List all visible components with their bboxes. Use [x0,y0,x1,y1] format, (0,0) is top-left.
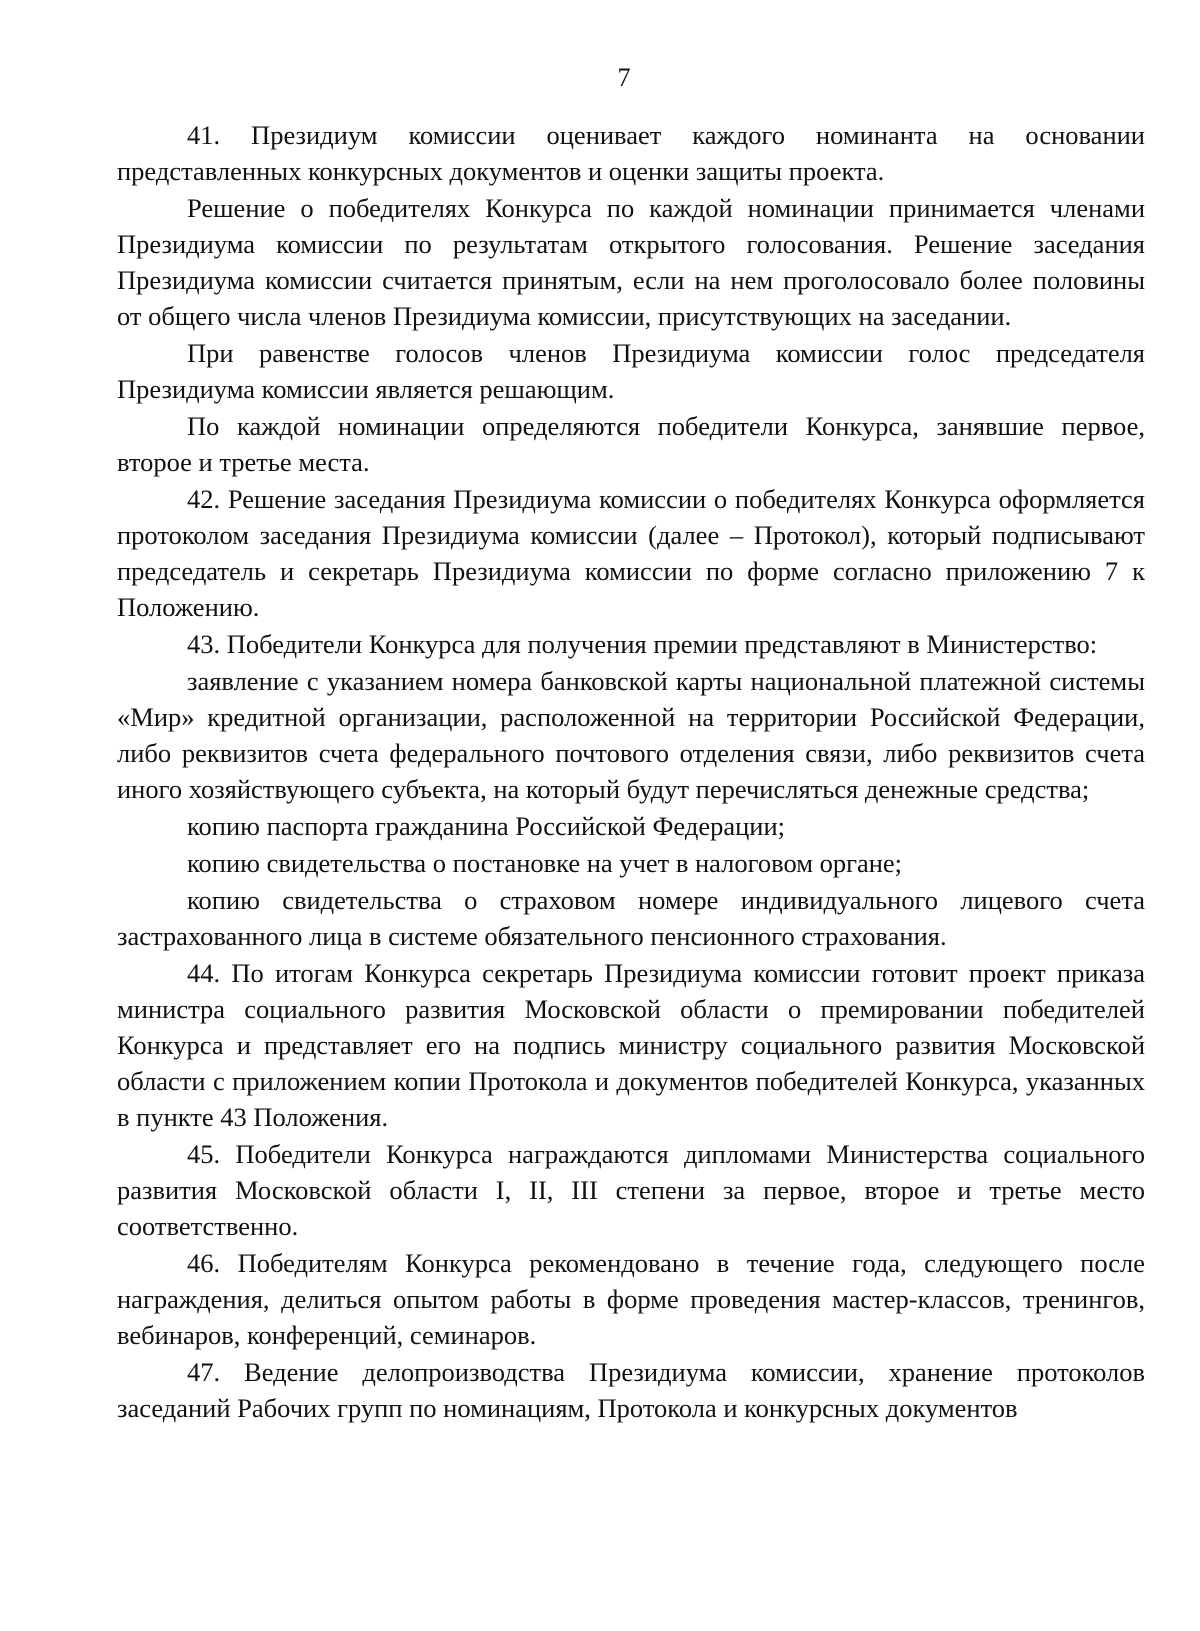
page-number: 7 [617,63,631,92]
list-item-tax-certificate: копию свидетельства о постановке на учет в налоговом органе; [187,848,903,878]
paragraph-41: 41. Президиум комиссии оценивает каждого номинанта на основании представленных конкурсных документов и оценки защиты проекта. [117,120,1145,186]
paragraph-decision-winners: Решение о победителях Конкурса по каждой номинации принимается членами Президиума комиссии по результатам открытого голосования. Решение заседания Президиума комиссии считается принятым, если на нем проголосовало более половины от общего числа членов Президиума комиссии, присутствующих на заседании. [117,193,1145,331]
document-body [117,117,1145,1427]
paragraph-equal-votes: При равенстве голосов членов Президиума комиссии голос председателя Президиума комиссии является решающим. [117,338,1145,404]
paragraph-44: 44. По итогам Конкурса секретарь Президиума комиссии готовит проект приказа министра социального развития Московской области о премировании победителей Конкурса и представляет его на подпись министру социального развития Московской области с приложением копии Протокола и документов победителей Конкурса, указанных в пункте 43 Положения. [117,958,1145,1132]
paragraph-43: 43. Победители Конкурса для получения премии представляют в Министерство: [187,629,1098,659]
list-item-application: заявление с указанием номера банковской карты национальной платежной системы «Мир» кредитной организации, расположенной на территории Российской Федерации, либо реквизитов счета федерального почтового отделения связи, либо реквизитов счета иного хозяйствующего субъекта, на который будут перечисляться денежные средства; [117,666,1145,804]
paragraph-46: 46. Победителям Конкурса рекомендовано в течение года, следующего после награждения, делиться опытом работы в форме проведения мастер-классов, тренингов, вебинаров, конференций, семинаров. [117,1248,1145,1350]
paragraph-47: 47. Ведение делопроизводства Президиума комиссии, хранение протоколов заседаний Рабочих групп по номинациям, Протокола и конкурсных документов [117,1357,1145,1423]
paragraph-42: 42. Решение заседания Президиума комиссии о победителях Конкурса оформляется протоколом заседания Президиума комиссии (далее – Протокол), который подписывают председатель и секретарь Президиума комиссии по форме согласно приложению 7 к Положению. [117,484,1145,622]
list-item-passport: копию паспорта гражданина Российской Федерации; [187,811,785,841]
paragraph-45: 45. Победители Конкурса награждаются дипломами Министерства социального развития Московской области I, II, III степени за первое, второе и третье место соответственно. [117,1139,1145,1241]
list-item-insurance-certificate: копию свидетельства о страховом номере индивидуального лицевого счета застрахованного лица в системе обязательного пенсионного страхования. [117,885,1145,951]
paragraph-places: По каждой номинации определяются победители Конкурса, занявшие первое, второе и третье места. [117,411,1145,477]
